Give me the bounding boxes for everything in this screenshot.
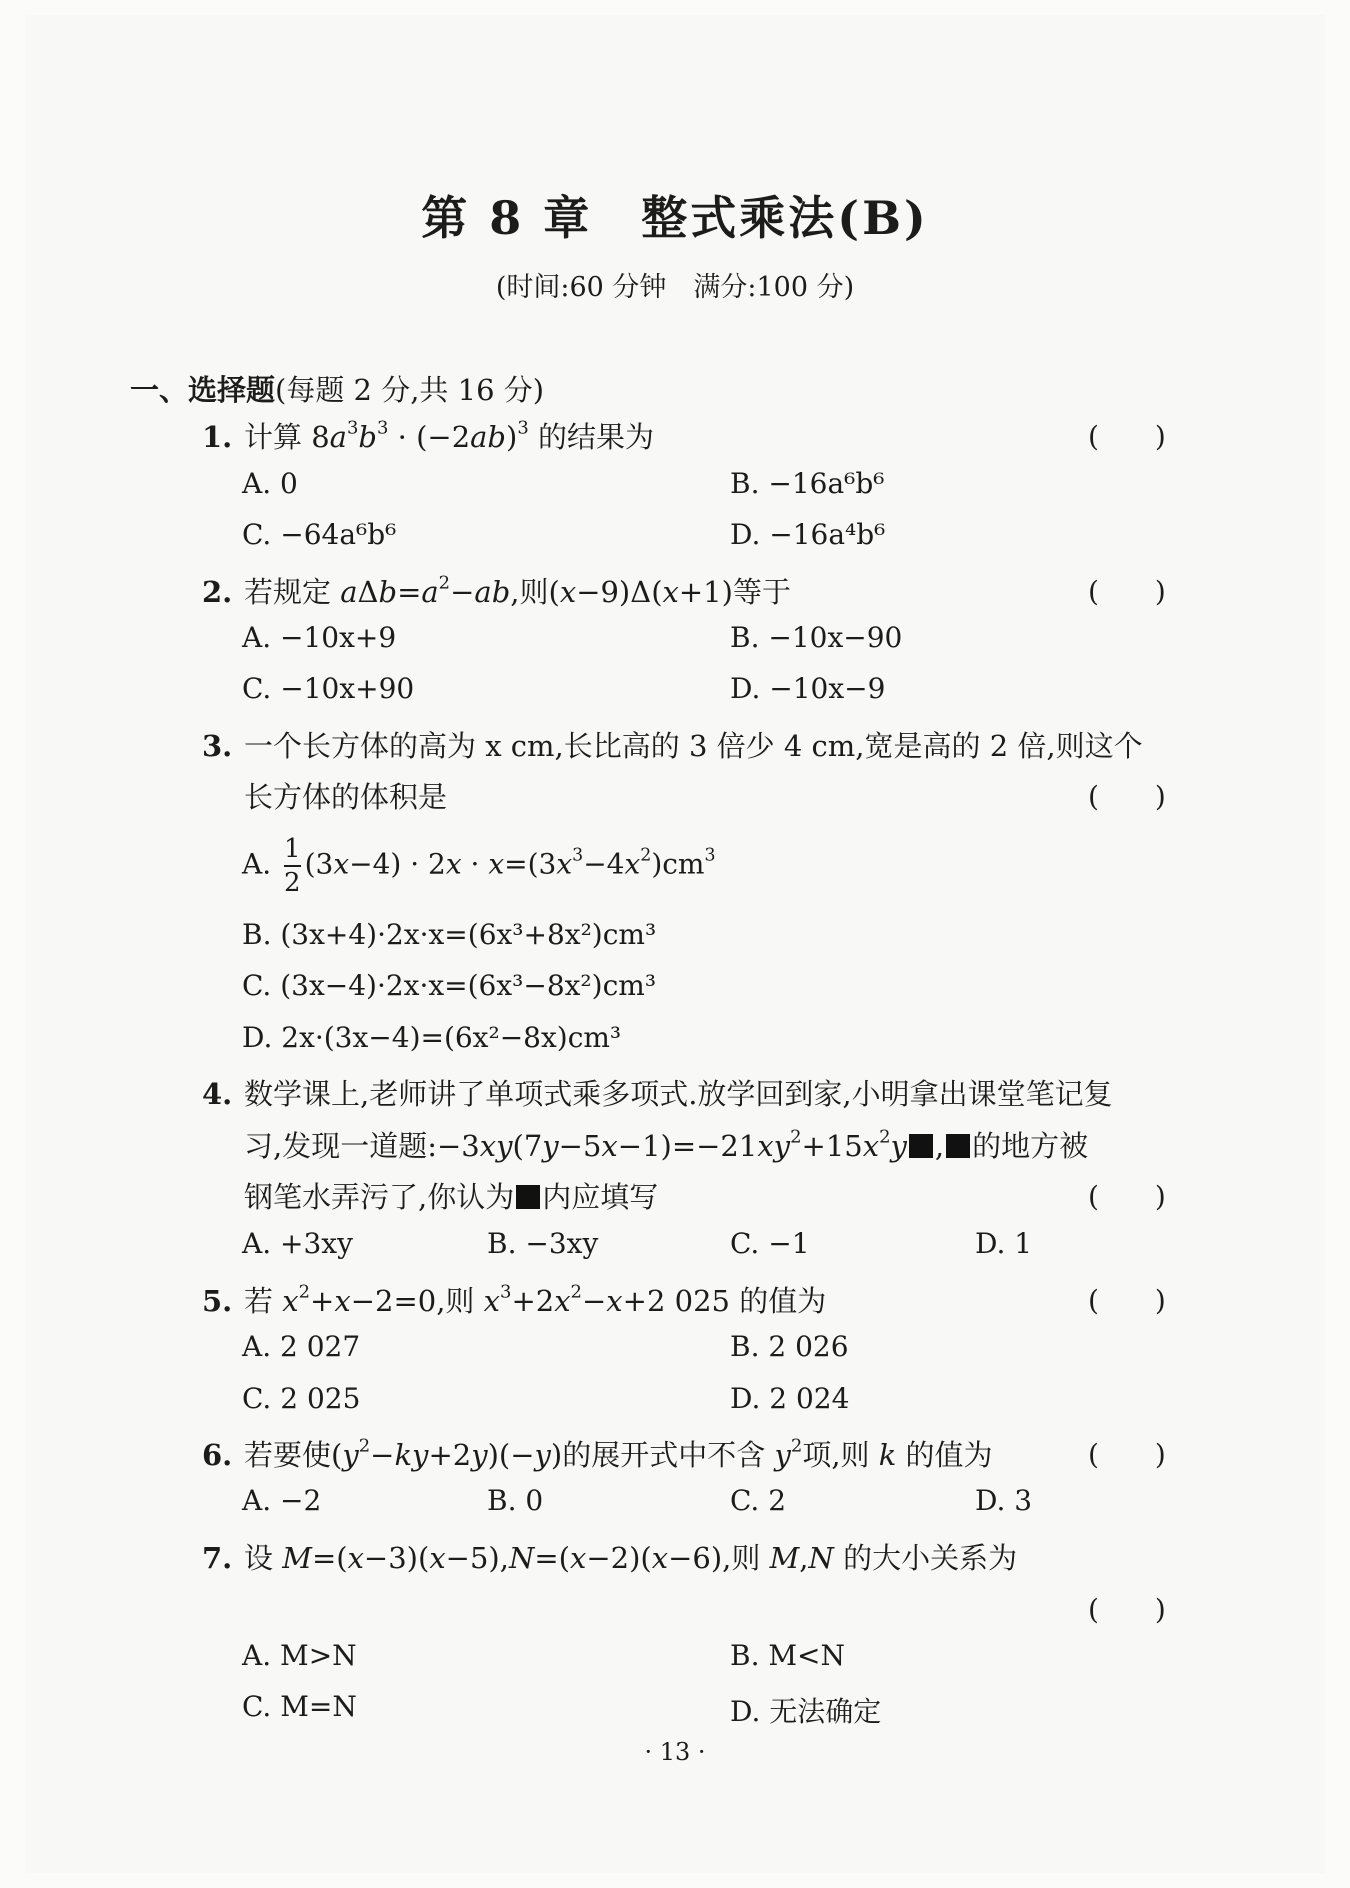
question-6: 6. 若要使$(y^2-ky+2y)(-y)$的展开式中不含 $y^2$项,则 k 的值为 bbox=[202, 1435, 993, 1472]
q5-option-a: A. 2 027 bbox=[242, 1330, 361, 1363]
answer-blank-6[interactable]: ( ) bbox=[1088, 1438, 1166, 1471]
q7-option-a: A. M>N bbox=[242, 1639, 357, 1672]
question-4-line-2: 习,发现一道题$:-3xy(7y-5x-1)=-21xy^2+15x^2y$ , 的地方被 bbox=[244, 1126, 1089, 1163]
q1-option-c: C. −64a⁶b⁶ bbox=[242, 518, 397, 551]
q2-option-a: A. −10x+9 bbox=[242, 621, 397, 654]
q6-option-b: B. 0 bbox=[487, 1484, 544, 1517]
question-4: 4. 数学课上,老师讲了单项式乘多项式.放学回到家,小明拿出课堂笔记复 bbox=[202, 1077, 1113, 1111]
q6-option-a: A. −2 bbox=[242, 1484, 322, 1517]
q7-option-c: C. M=N bbox=[242, 1690, 357, 1723]
q3-option-d: D. 2x·(3x−4)=(6x²−8x)cm³ bbox=[242, 1021, 622, 1054]
q2-option-c: C. −10x+90 bbox=[242, 672, 415, 705]
answer-blank-3[interactable]: ( ) bbox=[1088, 780, 1166, 813]
question-4-line-3: 钢笔水弄污了,你认为 内应填写 bbox=[244, 1180, 659, 1214]
answer-blank-7[interactable]: ( ) bbox=[1088, 1593, 1166, 1626]
ink-blot-icon bbox=[909, 1134, 933, 1158]
question-5: 5. 若 $x^2+x-2=0$,则 $x^3+2x^2-x+2$ 025 的值为 bbox=[202, 1281, 827, 1318]
q3-option-c: C. (3x−4)·2x·x=(6x³−8x²)cm³ bbox=[242, 969, 657, 1002]
q7-option-d: D. 无法确定 bbox=[730, 1695, 882, 1728]
q3-option-a: A. $\frac{1}{2}$ $(3x-4) \cdot 2x \cdot x=(3x^3-4x^2)cm^3$ bbox=[242, 834, 716, 898]
q1-option-b: B. −16a⁶b⁶ bbox=[730, 467, 885, 500]
page-subtitle: (时间:60 分钟 满分:100 分) bbox=[495, 272, 855, 303]
answer-blank-2[interactable]: ( ) bbox=[1088, 575, 1166, 608]
q4-option-a: A. +3xy bbox=[242, 1227, 353, 1260]
section-heading bbox=[130, 368, 544, 409]
q5-option-b: B. 2 026 bbox=[730, 1330, 849, 1363]
q3-option-b: B. (3x+4)·2x·x=(6x³+8x²)cm³ bbox=[242, 918, 657, 951]
answer-blank-1[interactable]: ( ) bbox=[1088, 420, 1166, 453]
question-3: 3. 一个长方体的高为 x cm,长比高的 3 倍少 4 cm,宽是高的 2 倍,则这个 bbox=[202, 729, 1143, 763]
q2-option-d: D. −10x−9 bbox=[730, 672, 886, 705]
q4-option-c: C. −1 bbox=[730, 1227, 810, 1260]
section-label: 一、选择题 bbox=[130, 373, 276, 407]
question-7: 7. 设 M=(x−3)(x−5),N=(x−2)(x−6),则 M,N 的大小关系为 bbox=[202, 1541, 1018, 1575]
page-title: 第 8 章 整式乘法(B) bbox=[421, 191, 929, 245]
question-1: 1. 计算 $8a^3b^3 \cdot (-2ab)^3$ 的结果为 bbox=[202, 417, 654, 454]
ink-blot-icon bbox=[516, 1185, 540, 1209]
section-note: (每题 2 分,共 16 分) bbox=[275, 373, 545, 407]
q1-option-a: A. 0 bbox=[242, 467, 298, 500]
q6-option-d: D. 3 bbox=[975, 1484, 1033, 1517]
question-2: 2. 若规定 $a\Delta b=a^2-ab$,则(x−9)Δ(x+1)等于 bbox=[202, 572, 791, 609]
q1-option-d: D. −16a⁴b⁶ bbox=[730, 518, 886, 551]
q5-option-d: D. 2 024 bbox=[730, 1382, 850, 1415]
page-number: · 13 · bbox=[644, 1738, 706, 1766]
q4-option-b: B. −3xy bbox=[487, 1227, 599, 1260]
ink-blot-icon bbox=[946, 1134, 970, 1158]
q4-option-d: D. 1 bbox=[975, 1227, 1033, 1260]
answer-blank-4[interactable]: ( ) bbox=[1088, 1180, 1166, 1213]
question-3-line-2: 长方体的体积是 bbox=[244, 780, 448, 814]
q6-option-c: C. 2 bbox=[730, 1484, 787, 1517]
q5-option-c: C. 2 025 bbox=[242, 1382, 361, 1415]
answer-blank-5[interactable]: ( ) bbox=[1088, 1284, 1166, 1317]
q7-option-b: B. M<N bbox=[730, 1639, 846, 1672]
q2-option-b: B. −10x−90 bbox=[730, 621, 903, 654]
